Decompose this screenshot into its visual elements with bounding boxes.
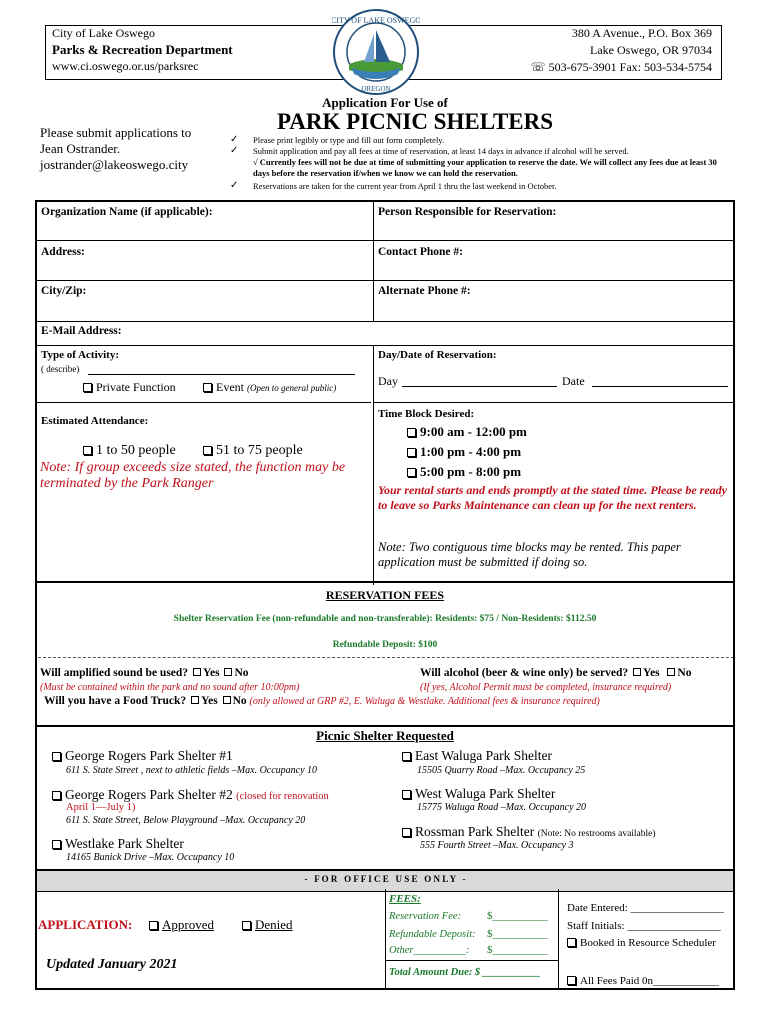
- row-sep-4: [37, 345, 733, 346]
- header-address2: Lake Oswego, OR 97034: [590, 43, 712, 57]
- food-truck-note: (only allowed at GRP #2, E. Waluga & Westlake. Additional fees & insurance required): [249, 696, 600, 707]
- booked-label: Booked in Resource Scheduler: [580, 937, 716, 949]
- describe-line[interactable]: [88, 374, 355, 375]
- page-title: PARK PICNIC SHELTERS: [276, 109, 554, 134]
- describe-label: ( describe): [41, 364, 80, 374]
- person-label: Person Responsible for Reservation:: [378, 206, 557, 218]
- phone-icon: ☏: [530, 60, 549, 74]
- rental-note: Your rental starts and ends promptly at the stated time. Please be ready to leave so Parks Maintenance can clean up for the next renters.: [378, 483, 727, 512]
- office-use-label: - F O R O F F I C E U S E O N L Y -: [304, 874, 466, 884]
- shelter-grp2-label: George Rogers Park Shelter #2: [65, 787, 233, 802]
- header-phone-fax: [531, 60, 712, 75]
- shelter-westlake-label: Westlake Park Shelter: [65, 836, 184, 851]
- instruction-1: Please print legibly or type and fill out form completely.: [253, 135, 445, 145]
- instruction-check-4: ✓: [230, 180, 239, 191]
- date-label: Date: [562, 374, 585, 388]
- row-sep-3: [37, 321, 733, 322]
- contact-phone-label: Contact Phone #:: [378, 246, 463, 258]
- address-field[interactable]: [40, 262, 370, 276]
- att-1-50-option[interactable]: [83, 443, 176, 459]
- shelter-grp1-address: 611 S. State Street , next to athletic fields –Max. Occupancy 10: [66, 765, 318, 776]
- time-5-8-option[interactable]: [407, 464, 521, 480]
- day-field[interactable]: [402, 386, 557, 387]
- time-1-4-checkbox[interactable]: [407, 448, 416, 457]
- shelter-rossman-checkbox[interactable]: [402, 828, 411, 837]
- sound-no-label: No: [234, 667, 249, 679]
- date-entered-field[interactable]: Date Entered: _________________: [567, 902, 725, 914]
- att-51-75-option[interactable]: [203, 443, 303, 459]
- refundable-deposit-field[interactable]: $__________: [487, 928, 548, 940]
- att-1-50-label: 1 to 50 people: [96, 443, 176, 458]
- refundable-deposit-label: Refundable Deposit:: [389, 929, 476, 940]
- activity-label: Type of Activity:: [41, 349, 120, 361]
- private-function-option[interactable]: [83, 380, 176, 395]
- food-yes-label: Yes: [201, 695, 218, 707]
- staff-initials-field[interactable]: Staff Initials: _________________: [567, 920, 721, 932]
- time-block-label: Time Block Desired:: [378, 408, 475, 420]
- alcohol-note: (If yes, Alcohol Permit must be completed, insurance required): [420, 682, 672, 693]
- shelter-rossman-address: 555 Fourth Street –Max. Occupancy 3: [420, 840, 574, 851]
- day-date-label: Day/Date of Reservation:: [378, 349, 497, 361]
- shelter-grp2-closed-dates: April 1—July 1): [66, 802, 136, 813]
- alcohol-yes-label: Yes: [643, 667, 660, 679]
- shelter-westlake-checkbox[interactable]: [52, 840, 61, 849]
- shelters-top-border: [37, 725, 733, 727]
- shelter-grp1-checkbox[interactable]: [52, 752, 61, 761]
- private-function-checkbox[interactable]: [83, 383, 92, 392]
- total-amount-due[interactable]: Total Amount Due: $ ___________: [389, 967, 541, 978]
- logo-text-top: CITY OF LAKE OSWEGO: [332, 16, 420, 25]
- shelter-westlake-address: 14165 Bunick Drive –Max. Occupancy 10: [66, 852, 235, 863]
- shelter-east-label: East Waluga Park Shelter: [415, 748, 553, 763]
- att-51-75-label: 51 to 75 people: [216, 443, 303, 458]
- email-field[interactable]: [140, 323, 730, 339]
- shelter-grp2-address: 611 S. State Street, Below Playground –Max. Occupancy 20: [66, 815, 306, 826]
- event-checkbox[interactable]: [203, 383, 212, 392]
- event-label: Event: [216, 380, 244, 394]
- shelter-grp2-checkbox[interactable]: [52, 791, 61, 800]
- submit-line2: Jean Ostrander.: [40, 141, 121, 156]
- approved-checkbox[interactable]: [149, 921, 158, 930]
- time-9-12-option[interactable]: [407, 424, 527, 440]
- row-sep-5: [37, 402, 371, 403]
- address-label: Address:: [41, 246, 85, 258]
- contiguous-note: Note: Two contiguous time blocks may be rented. This paper application must be submitted if doing so.: [378, 540, 681, 569]
- booked-checkbox[interactable]: [567, 938, 576, 947]
- all-fees-paid-label: All Fees Paid 0n____________: [580, 975, 720, 987]
- form-divider-v1: [373, 202, 374, 321]
- att-51-75-checkbox[interactable]: [203, 446, 212, 455]
- shelter-fee: Shelter Reservation Fee (non-refundable and non-transferable): Residents: $75 / Non-Residents: $112.50: [173, 614, 597, 624]
- shelter-grp2-closed: (closed for renovation: [236, 791, 329, 802]
- updated-date: Updated January 2021: [46, 957, 178, 972]
- shelter-west-address: 15775 Waluga Road –Max. Occupancy 20: [417, 802, 587, 813]
- other-fee-label: Other__________:: [389, 945, 470, 956]
- reservation-fee-field[interactable]: $__________: [487, 910, 548, 922]
- submit-line1: Please submit applications to: [40, 125, 192, 140]
- alcohol-no-label: No: [677, 667, 692, 679]
- alt-phone-field[interactable]: [377, 301, 732, 315]
- instruction-4: Reservations are taken for the current year from April 1 thru the last weekend in October.: [253, 181, 557, 191]
- other-fee-field[interactable]: $__________: [487, 944, 548, 956]
- row-sep-2: [37, 280, 733, 281]
- day-label: Day: [378, 374, 398, 388]
- approved-option[interactable]: [149, 917, 214, 933]
- shelter-grp1-option[interactable]: [52, 748, 233, 764]
- shelter-rossman-label: Rossman Park Shelter: [415, 824, 535, 839]
- time-5-8-label: 5:00 pm - 8:00 pm: [420, 464, 522, 479]
- attendance-label: Estimated Attendance:: [41, 415, 149, 427]
- time-1-4-label: 1:00 pm - 4:00 pm: [420, 444, 522, 459]
- row-sep-6: [373, 402, 733, 403]
- shelter-grp1-label: George Rogers Park Shelter #1: [65, 748, 233, 763]
- all-fees-paid-option[interactable]: [567, 975, 719, 987]
- time-5-8-checkbox[interactable]: [407, 468, 416, 477]
- time-9-12-checkbox[interactable]: [407, 428, 416, 437]
- shelter-east-address: 15505 Quarry Road –Max. Occupancy 25: [417, 765, 586, 776]
- email-label: E-Mail Address:: [41, 325, 122, 337]
- shelter-east-option[interactable]: [402, 748, 552, 764]
- fees-total-divider: [386, 960, 558, 961]
- shelter-west-checkbox[interactable]: [402, 790, 411, 799]
- time-1-4-option[interactable]: [407, 444, 521, 460]
- booked-option[interactable]: [567, 937, 716, 949]
- header-department: Parks & Recreation Department: [52, 42, 233, 57]
- fees-label: FEES:: [389, 893, 421, 905]
- food-no-label: No: [232, 695, 247, 707]
- shelters-heading: Picnic Shelter Requested: [316, 728, 454, 743]
- person-field[interactable]: [377, 222, 732, 236]
- shelter-west-option[interactable]: [402, 786, 555, 802]
- shelter-grp2-option[interactable]: [52, 787, 329, 803]
- instruction-2: Submit application and pay all fees at time of reservation, at least 14 days in advance if alcohol will be served.: [253, 146, 629, 156]
- event-option[interactable]: [203, 380, 336, 395]
- att-1-50-checkbox[interactable]: [83, 446, 92, 455]
- food-truck-text: Will you have a Food Truck?: [44, 695, 187, 707]
- denied-option[interactable]: [242, 917, 293, 933]
- city-zip-label: City/Zip:: [41, 285, 87, 297]
- refundable-deposit: Refundable Deposit: $100: [332, 640, 438, 650]
- shelter-rossman-option[interactable]: [402, 824, 656, 840]
- header-address1: 380 A Avenue., P.O. Box 369: [571, 26, 712, 40]
- header-city: City of Lake Oswego: [52, 26, 155, 40]
- alt-phone-label: Alternate Phone #:: [378, 285, 471, 297]
- shelter-westlake-option[interactable]: [52, 836, 184, 852]
- denied-checkbox[interactable]: [242, 921, 251, 930]
- sound-question-text: Will amplified sound be used?: [40, 667, 189, 679]
- office-fees-col-right: [558, 889, 559, 990]
- logo-text-bottom: OREGON: [361, 85, 391, 93]
- date-field[interactable]: [592, 386, 728, 387]
- sound-yes-label: Yes: [202, 667, 220, 679]
- shelter-west-label: West Waluga Park Shelter: [415, 786, 556, 801]
- instruction-check-2: ✓: [230, 145, 239, 156]
- contact-phone-field[interactable]: [377, 262, 732, 276]
- sound-note: (Must be contained within the park and no sound after 10:00pm): [40, 682, 300, 693]
- event-note: (Open to general public): [247, 383, 337, 393]
- application-label: APPLICATION:: [38, 917, 133, 932]
- all-fees-paid-checkbox[interactable]: [567, 976, 576, 985]
- fees-heading: RESERVATION FEES: [325, 588, 445, 602]
- time-9-12-label: 9:00 am - 12:00 pm: [420, 424, 527, 439]
- org-name-field[interactable]: [40, 222, 370, 236]
- approved-label: Approved: [162, 917, 214, 932]
- org-name-label: Organization Name (if applicable):: [41, 206, 213, 218]
- submit-email[interactable]: jostrander@lakeoswego.city: [40, 157, 189, 172]
- reservation-fee-label: Reservation Fee:: [389, 911, 462, 922]
- instruction-3: √ Currently fees will not be due at time of submitting your application to reserve the date. We will collect any fees due at least 30 days before the reservation if/when we know we can hold the reservation.: [253, 157, 717, 178]
- city-seal-logo: [332, 8, 420, 96]
- form-divider-v2: [373, 345, 374, 585]
- office-fees-col-left: [385, 889, 386, 990]
- header-website[interactable]: www.ci.oswego.or.us/parksrec: [52, 59, 199, 73]
- attendance-note: Note: If group exceeds size stated, the function may be terminated by the Park Ranger: [40, 460, 346, 491]
- private-function-label: Private Function: [96, 380, 176, 394]
- phone-fax-text: 503-675-3901 Fax: 503-534-5754: [548, 60, 712, 74]
- shelter-rossman-note: (Note: No restrooms available): [537, 829, 656, 839]
- city-zip-field[interactable]: [40, 301, 370, 315]
- row-sep-1: [37, 240, 733, 241]
- shelter-east-checkbox[interactable]: [402, 752, 411, 761]
- alcohol-question-text: Will alcohol (beer & wine only) be served?: [420, 667, 629, 679]
- subtitle: Application For Use of: [322, 95, 448, 110]
- denied-label: Denied: [255, 917, 293, 932]
- instruction-check-1: ✓: [230, 134, 239, 145]
